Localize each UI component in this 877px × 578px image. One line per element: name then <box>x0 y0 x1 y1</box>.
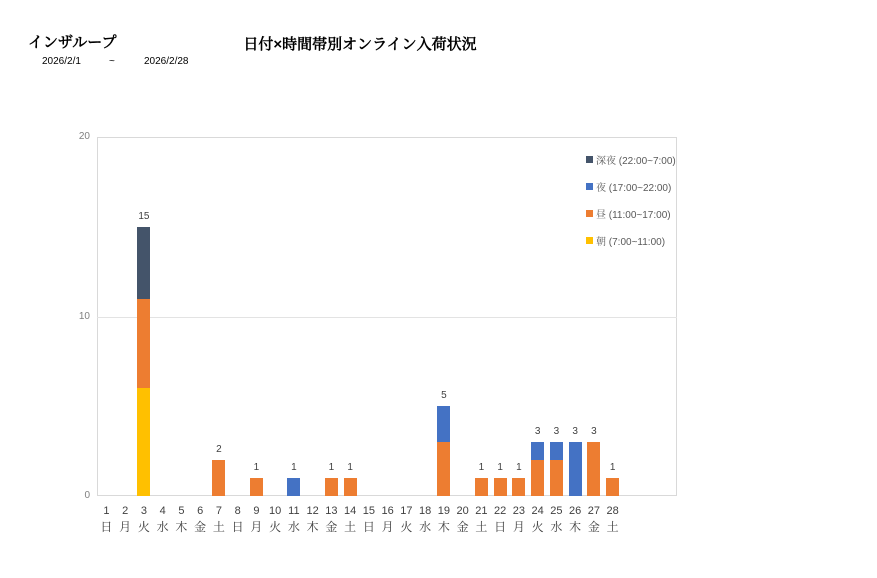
x-tick-weekday: 金 <box>587 520 600 534</box>
x-tick-weekday: 日 <box>231 520 244 534</box>
legend-item <box>586 179 671 194</box>
x-tick-label <box>491 505 510 535</box>
bar-total-label: 1 <box>478 462 485 474</box>
bar-segment <box>569 442 582 496</box>
x-tick-day-number: 13 <box>325 505 338 517</box>
bar-segment <box>587 442 600 496</box>
x-tick-day-number: 8 <box>234 505 241 517</box>
bar-total-label: 3 <box>553 426 560 438</box>
x-tick-label <box>453 505 472 535</box>
x-tick-label <box>266 505 285 535</box>
legend-item <box>586 233 665 248</box>
x-tick-day-number: 9 <box>253 505 260 517</box>
x-tick-day-number: 1 <box>103 505 110 517</box>
x-tick-weekday: 木 <box>569 520 582 534</box>
x-tick-weekday: 金 <box>194 520 207 534</box>
x-tick-label <box>303 505 322 535</box>
x-tick-weekday: 月 <box>512 520 525 534</box>
period-start-date: 2026/2/1 <box>42 56 81 67</box>
x-tick-label <box>397 505 416 535</box>
legend-item <box>586 206 671 221</box>
x-tick-day-number: 21 <box>475 505 488 517</box>
x-tick-weekday: 火 <box>400 520 413 534</box>
x-tick-weekday: 火 <box>137 520 150 534</box>
bar-total-label: 1 <box>497 462 503 474</box>
x-tick-weekday: 日 <box>100 520 113 534</box>
x-tick-label <box>135 505 154 535</box>
x-tick-weekday: 火 <box>269 520 282 534</box>
x-tick-weekday: 土 <box>475 520 488 534</box>
x-tick-day-number: 10 <box>269 505 282 517</box>
bar-segment <box>494 478 507 496</box>
x-tick-weekday: 水 <box>287 520 300 534</box>
period-end-date: 2026/2/28 <box>144 56 189 67</box>
x-tick-label <box>547 505 566 535</box>
bar-segment <box>437 406 450 442</box>
bar-segment <box>531 460 544 496</box>
x-tick-day-number: 12 <box>306 505 319 517</box>
x-tick-weekday: 木 <box>175 520 188 534</box>
x-tick-day-number: 20 <box>456 505 469 517</box>
x-tick-weekday: 水 <box>419 520 432 534</box>
x-tick-day-number: 18 <box>419 505 432 517</box>
bar-segment <box>437 442 450 496</box>
x-tick-weekday: 木 <box>437 520 450 534</box>
x-tick-day-number: 4 <box>159 505 166 517</box>
chart-title: 日付×時間帯別オンライン入荷状況 <box>243 36 477 53</box>
x-tick-day-number: 22 <box>494 505 507 517</box>
legend-label: 深夜 (22:00~7:00) <box>596 156 676 167</box>
x-tick-label <box>566 505 585 535</box>
bar-total-label: 1 <box>253 462 260 474</box>
bar-segment <box>512 478 525 496</box>
x-tick-label <box>416 505 435 535</box>
x-tick-label <box>285 505 304 535</box>
bar-segment <box>550 442 563 460</box>
bar-total-label: 1 <box>609 462 616 474</box>
x-tick-label <box>603 505 622 535</box>
x-tick-weekday: 土 <box>344 520 357 534</box>
legend-swatch-icon <box>586 183 593 190</box>
x-tick-day-number: 25 <box>550 505 563 517</box>
y-tick-label: 0 <box>84 490 90 501</box>
bar-segment <box>137 299 150 389</box>
x-tick-label <box>360 505 379 535</box>
x-tick-label <box>97 505 116 535</box>
x-tick-day-number: 15 <box>362 505 375 517</box>
x-tick-day-number: 26 <box>569 505 582 517</box>
legend-swatch-icon <box>586 156 593 163</box>
x-tick-day-number: 19 <box>437 505 450 517</box>
bar-total-label: 1 <box>516 462 522 474</box>
bar-segment <box>212 460 225 496</box>
x-tick-weekday: 月 <box>381 520 394 534</box>
x-tick-weekday: 木 <box>306 520 319 534</box>
bar-segment <box>250 478 263 496</box>
x-tick-weekday: 土 <box>212 520 225 534</box>
bar-segment <box>550 460 563 496</box>
x-tick-day-number: 6 <box>197 505 204 517</box>
x-tick-label <box>528 505 547 535</box>
y-tick-label: 20 <box>78 131 90 142</box>
x-tick-day-number: 28 <box>606 505 619 517</box>
x-tick-label <box>435 505 454 535</box>
x-tick-weekday: 水 <box>156 520 169 534</box>
y-tick-label: 10 <box>78 310 90 322</box>
legend-swatch-icon <box>586 210 593 217</box>
bar-total-label: 3 <box>534 426 541 438</box>
x-tick-weekday: 月 <box>250 520 263 534</box>
x-tick-day-number: 16 <box>381 505 394 517</box>
bar-total-label: 1 <box>328 462 335 474</box>
x-tick-label <box>116 505 135 535</box>
x-tick-weekday: 金 <box>456 520 469 534</box>
bar-segment <box>606 478 619 496</box>
x-tick-label <box>247 505 266 535</box>
x-tick-day-number: 7 <box>215 505 222 517</box>
bar-segment <box>287 478 300 496</box>
bar-total-label: 1 <box>347 462 353 474</box>
x-tick-label <box>322 505 341 535</box>
legend-label: 朝 (7:00~11:00) <box>596 237 666 248</box>
x-tick-day-number: 27 <box>587 505 600 517</box>
legend-swatch-icon <box>586 237 593 244</box>
bar-total-label: 5 <box>441 390 447 402</box>
x-tick-label <box>153 505 172 535</box>
x-tick-weekday: 月 <box>119 520 132 534</box>
x-tick-label <box>210 505 229 535</box>
x-tick-label <box>228 505 247 535</box>
x-tick-day-number: 17 <box>400 505 413 517</box>
x-tick-day-number: 2 <box>122 505 129 517</box>
x-tick-day-number: 23 <box>512 505 525 517</box>
period-separator: ~ <box>109 56 115 67</box>
bar-total-label: 3 <box>572 426 578 438</box>
x-tick-weekday: 火 <box>531 520 544 534</box>
bar-total-label: 3 <box>591 426 597 438</box>
x-tick-weekday: 日 <box>494 520 507 534</box>
x-tick-weekday: 土 <box>606 520 619 534</box>
legend-item <box>586 152 676 167</box>
report-name: インザループ <box>28 34 117 51</box>
x-tick-day-number: 11 <box>288 505 300 517</box>
bar-segment <box>137 227 150 299</box>
bar-segment <box>137 388 150 496</box>
x-tick-day-number: 3 <box>140 505 147 517</box>
x-tick-weekday: 金 <box>325 520 338 534</box>
x-tick-label <box>172 505 191 535</box>
bar-segment <box>325 478 338 496</box>
bar-total-label: 15 <box>138 210 150 222</box>
x-tick-label <box>510 505 529 535</box>
legend-label: 昼 (11:00~17:00) <box>596 210 671 221</box>
x-tick-weekday: 水 <box>550 520 563 534</box>
bar-total-label: 1 <box>291 462 297 474</box>
bar-segment <box>475 478 488 496</box>
x-tick-label <box>585 505 604 535</box>
bar-segment <box>531 442 544 460</box>
bar-segment <box>344 478 357 496</box>
gridline <box>97 317 677 318</box>
x-tick-day-number: 24 <box>531 505 544 517</box>
x-tick-day-number: 5 <box>178 505 185 517</box>
x-tick-label <box>341 505 360 535</box>
x-tick-day-number: 14 <box>344 505 357 517</box>
x-tick-label <box>191 505 210 535</box>
bar-total-label: 2 <box>216 444 222 456</box>
x-tick-label <box>472 505 491 535</box>
legend-label: 夜 (17:00~22:00) <box>596 183 672 194</box>
x-tick-label <box>378 505 397 535</box>
x-tick-weekday: 日 <box>362 520 375 534</box>
